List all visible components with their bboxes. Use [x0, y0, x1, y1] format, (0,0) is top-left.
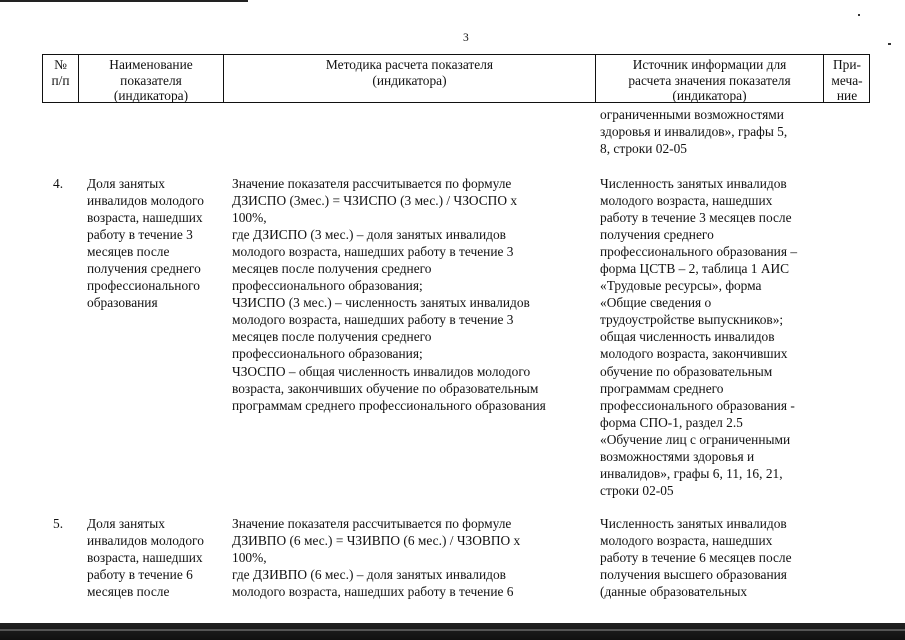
row-name: Доля занятых инвалидов молодого возраста, нашедших работу в течение 3 месяцев после получения среднего профессионального образования	[87, 176, 204, 311]
scan-edge-bar	[0, 623, 905, 640]
header-num: № п/п	[51, 57, 70, 88]
header-name: Наименование показателя (индикатора)	[109, 57, 193, 103]
top-rule	[0, 0, 248, 2]
page-number: 3	[463, 32, 469, 44]
scan-speck	[858, 14, 860, 16]
scan-speck	[888, 43, 891, 45]
row-source: Численность занятых инвалидов молодого возраста, нашедших работу в течение 3 месяцев после получения среднего профессионального образования – форма ЦСТВ – 2, таблица 1 АИС «Трудовые ресурсы», форма «Общие сведения о трудоустройстве выпускников»; общая численность инвалидов молодого возраста, закончивших обучение по образовательным программам среднего профессионального образования - форма СПО-1, раздел 2.5 «Обучение лиц с ограниченными возможностями здоровья и инвалидов», графы 6, 11, 16, 21, строки 02-05	[600, 176, 798, 498]
header-method: Методика расчета показателя (индикатора)	[325, 57, 494, 88]
row-name: Доля занятых инвалидов молодого возраста, нашедших работу в течение 6 месяцев после	[87, 516, 204, 600]
row-num: 4.	[53, 176, 64, 191]
row-method: Значение показателя рассчитывается по формуле ДЗИВПО (6 мес.) = ЧЗИВПО (6 мес.) / ЧЗОВПО х 100%, где ДЗИВПО (6 мес.) – доля занятых инвалидов молодого возраста, нашедших работу в течение 6	[232, 516, 521, 600]
table-header	[42, 54, 870, 103]
row-source: Численность занятых инвалидов молодого возраста, нашедших работу в течение 6 месяцев после получения высшего образования (данные образовательных	[600, 516, 792, 600]
continuation-source: ограниченными возможностями здоровья и инвалидов», графы 5, 8, строки 02-05	[600, 107, 788, 157]
header-note: При- меча- ние	[831, 57, 863, 103]
header-source: Источник информации для расчета значения показателя (индикатора)	[628, 57, 791, 103]
row-method: Значение показателя рассчитывается по формуле ДЗИСПО (3мес.) = ЧЗИСПО (3 мес.) / ЧЗОСПО х 100%, где ДЗИСПО (3 мес.) – доля занятых инвалидов молодого возраста, нашедших работу в течение 3 месяцев после получения среднего профессионального образования; ЧЗИСПО (3 мес.) – численность занятых инвалидов молодого возраста, нашедших работу в течение 3 месяцев после получения среднего профессионального образования; ЧЗОСПО – общая численность инвалидов молодого возраста, закончивших обучение по образовательным программам среднего профессионального образования	[232, 176, 546, 413]
row-num: 5.	[53, 516, 64, 531]
